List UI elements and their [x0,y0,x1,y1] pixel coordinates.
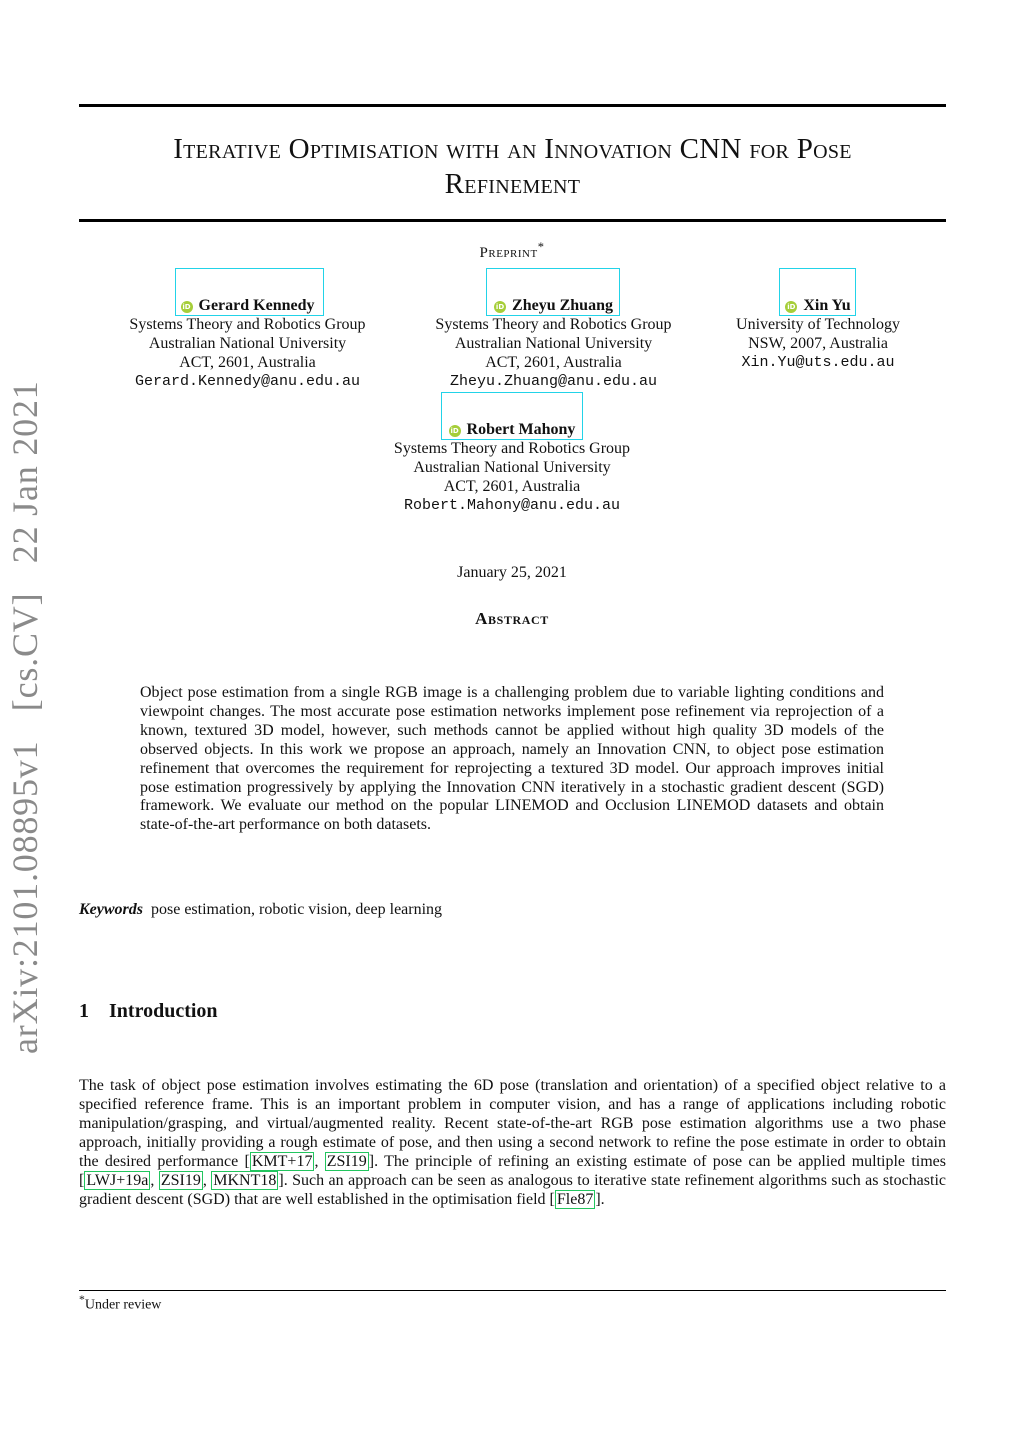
citation-link[interactable]: LWJ+19a [86,1172,149,1189]
arxiv-id: arXiv:2101.08895v1 [5,740,45,1054]
author-institution: Australian National University [454,335,653,352]
footnote [79,1293,161,1314]
arxiv-side-stamp [4,380,46,1054]
arxiv-category: [cs.CV] [5,592,45,712]
author-block-zhuang [406,296,701,391]
author-block-yu [712,296,924,372]
section-number: 1 [79,1000,89,1022]
author-email: Zheyu.Zhuang@anu.edu.au [449,373,658,390]
author-address: ACT, 2601, Australia [485,354,622,371]
author-institution: Australian National University [413,459,611,476]
author-institution: Australian National University [148,335,347,352]
keywords-line [79,901,442,919]
author-block-mahony [362,420,662,515]
author-institution: NSW, 2007, Australia [748,335,888,352]
author-name[interactable]: Robert Mahony [466,421,576,438]
author-group: Systems Theory and Robotics Group [129,316,366,333]
paper-title [79,132,946,202]
author-group: University of Technology [736,316,900,333]
citation-link[interactable]: ZSI19 [326,1153,367,1170]
keywords-text: pose estimation, robotic vision, deep learning [151,901,443,918]
arxiv-date: 22 Jan 2021 [5,380,45,564]
author-name[interactable]: Zheyu Zhuang [512,297,613,314]
citation-link[interactable]: MKNT18 [213,1172,277,1189]
citation-link[interactable]: KMT+17 [251,1153,313,1170]
title-bottom-rule [79,219,946,222]
keywords-label: Keywords [79,901,143,918]
author-block-kennedy [100,296,395,391]
paper-date: January 25, 2021 [457,564,567,581]
author-name[interactable]: Gerard Kennedy [198,297,315,314]
footnote-text: Under review [84,1297,162,1313]
orcid-icon[interactable]: iD [450,427,459,435]
author-email: Gerard.Kennedy@anu.edu.au [134,373,361,390]
citation-link[interactable]: Fle87 [556,1191,594,1208]
title-top-rule [79,104,946,107]
preprint-label: Preprint* [479,240,545,261]
author-name[interactable]: Xin Yu [803,297,851,314]
orcid-icon[interactable]: iD [182,303,191,311]
section-title: Introduction [109,1000,218,1022]
orcid-icon[interactable]: iD [787,303,796,311]
author-email: Xin.Yu@uts.edu.au [741,354,895,371]
author-address: ACT, 2601, Australia [179,354,316,371]
introduction-paragraph: The task of object pose estimation involves estimating the 6D pose (translation and orientation) of a specified object relative to a specified reference frame. This is an important problem in computer vision, and has a range of applications including robotic manipulation/grasping, and virtual/augmented reality. Recent state-of-the-art RGB pose estimation algorithms use a two phase approach, initially providing a rough estimate of pose, and then using a second network to refine the pose estimate in order to obtain the desired performance [ KMT+17 , ZSI19 ]. The principle of refining an existing estimate of pose can be applied multiple times [ LWJ+19a , ZSI19 , MKNT18 ]. Such an approach can be seen as analogous to iterative state refinement algorithms such as stochastic gradient descent (SGD) that are well established in the optimisation field [ Fle87 ]. [79,1077,946,1208]
citation-link[interactable]: ZSI19 [160,1172,201,1189]
footnote-rule [79,1290,946,1291]
section-heading-introduction [79,1000,218,1023]
abstract-text: Object pose estimation from a single RGB image is a challenging problem due to variable lighting conditions and viewpoint changes. The most accurate pose estimation networks implement pose refinement via reprojection of a known, textured 3D model, however, such methods cannot be applied without high quality 3D models of the observed objects. In this work we propose an approach, namely an Innovation CNN, to object pose estimation refinement that overcomes the requirement for reprojecting a textured 3D model. Our approach improves initial pose estimation progressively by applying the Innovation CNN iteratively in a stochastic gradient descent (SGD) framework. We evaluate our method on the popular LINEMOD and Occlusion LINEMOD datasets and obtain state-of-the-art performance on both datasets. [140,684,884,834]
author-address: ACT, 2601, Australia [443,478,581,495]
title-line-1: Iterative Optimisation with an Innovation CNN for Pose [173,133,852,165]
author-group: Systems Theory and Robotics Group [393,440,631,457]
abstract-heading: Abstract [475,609,549,628]
author-group: Systems Theory and Robotics Group [435,316,672,333]
footnote-mark: * [79,1293,85,1306]
author-email: Robert.Mahony@anu.edu.au [403,497,621,514]
title-line-2: Refinement [444,168,581,200]
orcid-icon[interactable]: iD [495,303,505,311]
preprint-footnote-mark: * [537,240,545,254]
